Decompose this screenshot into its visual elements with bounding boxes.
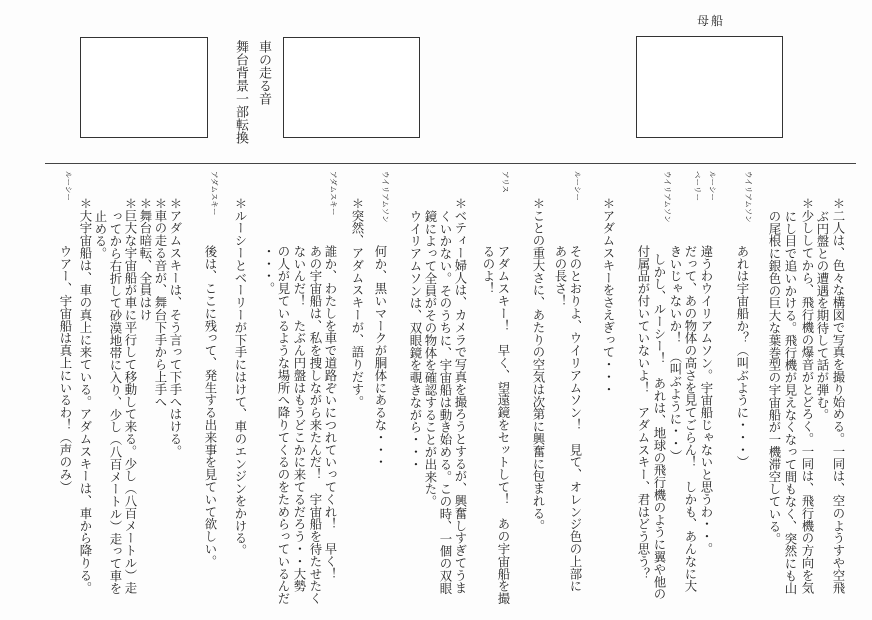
stage-direction-line: ＊ルーシーとベーリーが下手にはけて、車のエンジンをかける。	[233, 197, 248, 557]
stage-direction-line: 鏡によって全員がその物体を確認することが出来た。	[423, 210, 438, 508]
dialogue-line: アダムスキー！ 早く、望遠鏡をセットして！ あの宇宙船を撮	[496, 245, 511, 605]
dialogue-line: きいじゃないか！ （叫ぶように・・）	[668, 245, 683, 462]
stage-direction-line: ＊大宇宙船は、車の真上に来ている。アダムスキーは、車から降りる。	[78, 197, 93, 594]
speaker-label: ウイリアムソン	[744, 171, 753, 223]
dialogue-line: しかし、ルーシー！ あれは、地球の飛行機のように翼や他の	[652, 253, 667, 601]
set-change-note: 舞台背景一部転換	[233, 40, 248, 144]
stage-direction-line: ＊車の走る音が、舞台下手から上手へ	[153, 197, 168, 408]
speaker-label: ルーシー	[708, 171, 717, 201]
dialogue-line: ・・・。	[261, 245, 276, 295]
stage-direction-line: くいかない。そのうちに、宇宙船は動き始める。この時、一個の双眼	[438, 210, 453, 595]
stage-direction-line: ＊二人は、色々な構図で写真を撮り始める。一同は、空のようすや空飛	[831, 197, 846, 594]
speaker-label: アダムスキー	[329, 171, 338, 216]
stage-direction-line: ＊ことの重大さに、あたりの空気は次第に興奮に包まれる。	[531, 197, 546, 532]
sound-cue-note: 車の走る音	[256, 40, 271, 105]
dialogue-line: ウアー、宇宙船は真上にいるわ！（声のみ）	[58, 245, 73, 493]
dialogue-line: あれは宇宙船か？（叫ぶように・・・）	[735, 245, 750, 469]
speaker-label: ウイリアムソン	[381, 171, 390, 223]
storyboard-frame-mothership	[636, 36, 783, 138]
dialogue-line: あの宇宙船は、私を捜しながら来たんだ！ 宇宙船を待たせたく	[308, 245, 323, 605]
dialogue-line: だって、あの物体の高さを見てごらん！ しかも、あんなに大	[683, 245, 698, 593]
speaker-label: アダムスキー	[210, 171, 219, 216]
section-divider	[45, 163, 856, 164]
stage-direction-line: ＊巨大な宇宙船が車に平行して移動して来る。少し（八百メートル）走	[123, 197, 138, 594]
stage-direction-line: ＊アダムスキーは、そう言って下手へはける。	[168, 197, 183, 458]
speaker-label: ウイリアムソン	[663, 171, 672, 223]
stage-direction-line: ＊ベティー婦人は、カメラで写真を撮ろうとするが、興奮しすぎてうま	[453, 197, 468, 594]
dialogue-line: るのよ！	[481, 245, 496, 295]
dialogue-line: あの長さ！	[553, 245, 568, 307]
speaker-label: ベーリー	[693, 171, 702, 201]
dialogue-line: 付属品が付いていないよ！ アダムスキー、君はどう思う？	[636, 245, 651, 580]
storyboard-frame-left	[80, 37, 208, 138]
stage-direction-line: の尾根に銀色の巨大な葉巻型の宇宙船が一機滞空している。	[767, 210, 782, 545]
dialogue-line: ないんだ！ たぶん円盤はもうどこかに来てるだろう・・大勢	[292, 245, 307, 593]
storyboard-frame-middle	[283, 37, 420, 138]
stage-direction-line: 止める。	[93, 210, 108, 260]
speaker-label: ルーシー	[573, 171, 582, 201]
stage-direction-line: ぶ円盤との遭遇を期待して話が弾む。	[815, 210, 830, 421]
dialogue-line: 後は、ここに残って、発生する出来事を見ていて欲しい。	[203, 245, 218, 568]
stage-direction-line: ってから右折して砂漠地帯に入り、少し（八百メートル）走って車を	[108, 210, 123, 595]
speaker-label: アリス	[501, 171, 510, 194]
dialogue-line: の人が見ているような場所へ降りてくるのをためらっているんだ	[276, 245, 291, 605]
dialogue-line: 違うわウイリアムソン。宇宙船じゃないと思うわ・・。	[699, 245, 714, 555]
stage-direction-line: ＊アダムスキーをさえぎって・・・	[601, 197, 616, 396]
stage-direction-line: ＊突然、アダムスキーが、語りだす。	[350, 197, 365, 408]
mothership-caption: 母船	[697, 14, 726, 28]
stage-direction-line: ウイリアムソンは、双眼鏡を覗きながら・・・	[408, 210, 423, 471]
stage-direction-line: ＊少ししてから、飛行機の爆音がとどろく。一同は、飛行機の方向を気	[800, 197, 815, 594]
stage-direction-line: にし目で追いかける。飛行機が見えなくなって間もなく、突然にも山	[783, 210, 798, 595]
speaker-label: ルーシー	[64, 171, 73, 201]
stage-direction-line: ＊舞台暗転、全員はけ	[138, 197, 153, 321]
dialogue-line: そのとおりよ、ウイリアムソン！ 見て、オレンジ色の上部に	[568, 245, 583, 593]
dialogue-line: 何か、黒いマークが胴体にあるな・・・	[373, 245, 388, 469]
dialogue-line: 誰か、わたしを車で道路ぞいにつれていってくれ！ 早く！	[323, 245, 338, 580]
